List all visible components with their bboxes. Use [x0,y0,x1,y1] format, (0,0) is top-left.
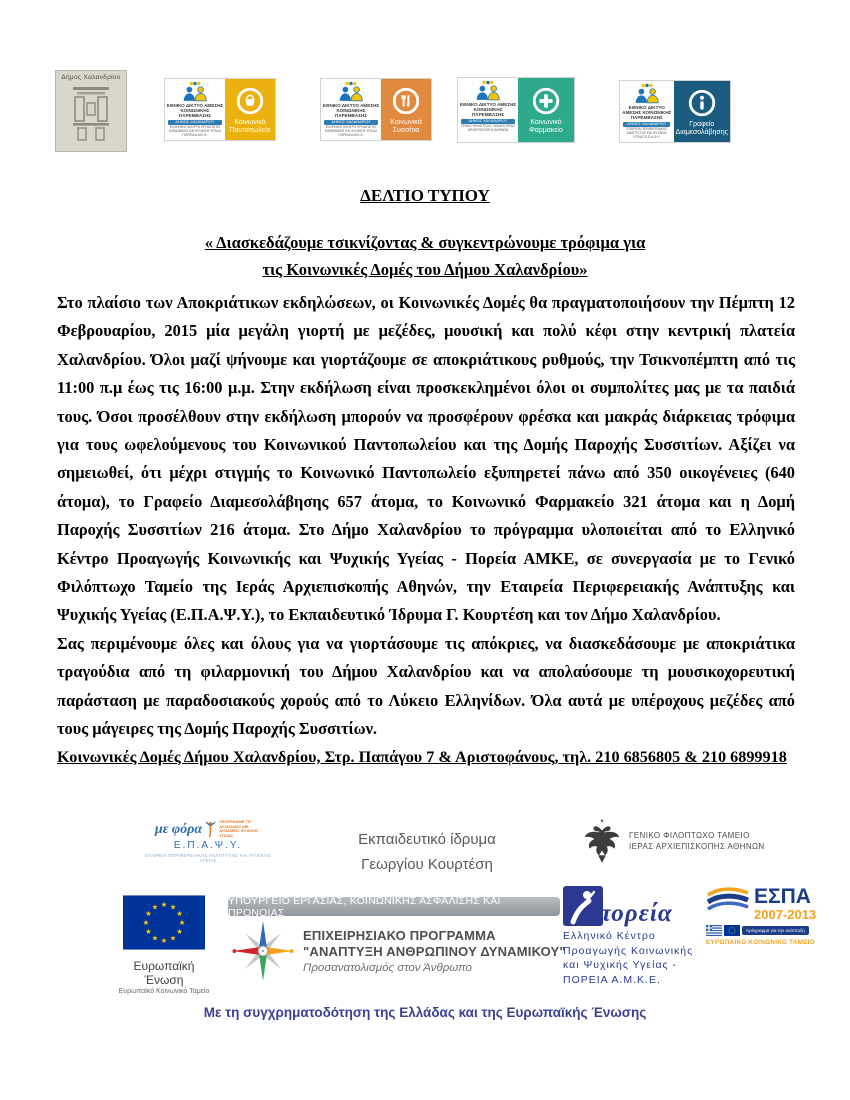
people-icon [335,81,367,102]
paragraph-2: Σας περιμένουμε όλες και όλους για να γιορτάσουμε τις απόκριες, να διασκεδάσουμε με αποκριάτικα τραγούδια από τη φιλαρμονική του Δήμου Χαλανδρίου και να απολαύσουμε τη μουσικοχορευτική παράσταση με παραδοσιακούς χορούς από το Λύκειο Ελληνίδων. Όλα αυτά με υπέροχους μεζέδες από τους μάγειρες της Δομής Παροχής Συσσιτίων. [57,633,795,739]
svg-text:★: ★ [160,936,168,945]
badge-label: Κοινωνικά Συσσίτια [390,118,422,134]
poreia-line-4: ΠΟΡΕΙΑ Α.Μ.Κ.Ε. [563,973,661,986]
espa-years: 2007-2013 [754,907,817,922]
municipality-logo-label: Δήμος Χαλανδρίου [61,74,121,81]
badge-municipality-label: ΔΗΜΟΣ ΧΑΛΑΝΔΡΙΟΥ [623,122,670,127]
espa-waves-icon [706,886,750,916]
page-subtitle [0,229,850,283]
svg-text:★: ★ [169,933,177,943]
subtitle-line-2: τις Κοινωνικές Δομές του Δήμου Χαλανδρίου» [262,260,588,279]
people-icon [179,81,211,102]
filoptoxo-line-2: ΙΕΡΑΣ ΑΡΧΙΕΠΙΣΚΟΠΗΣ ΑΘΗΝΩΝ [629,842,765,851]
espa-logo-block [706,886,846,946]
poreia-caption [563,929,703,987]
svg-text:★: ★ [176,926,183,936]
svg-text:★: ★ [142,917,150,927]
badge-label: Κοινωνικό Παντοπωλείο [229,118,271,134]
badge-color-panel [518,78,574,142]
eu-label: Ευρωπαϊκή Ένωση [133,959,195,987]
badge-municipality-label: ΔΗΜΟΣ ΧΑΛΑΝΔΡΙΟΥ [324,120,377,125]
svg-text:★: ★ [178,917,186,927]
kourtesi-foundation-label [352,827,502,877]
svg-text:★: ★ [151,902,159,912]
svg-text:★: ★ [145,926,152,936]
badge-social-pharmacy [457,77,575,143]
cutlery-icon [390,85,422,117]
svg-text:★: ★ [160,899,168,909]
badge-municipality-label: ΔΗΜΟΣ ΧΑΛΑΝΔΡΙΟΥ [168,120,221,125]
ministry-banner: ΥΠΟΥΡΓΕΙΟ ΕΡΓΑΣΙΑΣ, ΚΟΙΝΩΝΙΚΗΣ ΑΣΦΑΛΙΣΗΣ ΚΑΙ ΠΡΟΝΟΙΑΣ [228,897,560,916]
epapsy-name: Ε.Π.Α.Ψ.Υ. [173,840,243,852]
eu-fund-label: Ευρωπαϊκό Κοινωνικό Ταμείο [118,988,210,995]
paragraph-1: Στο πλαίσιο των Αποκριάτικων εκδηλώσεων, οι Κοινωνικές Δομές θα πραγματοποιήσουν την Πέμπτη 12 Φεβρουαρίου, 2015 μία μεγάλη γιορτή με μεζέδες, μουσική και πολύ κέφι στην κεντρική πλατεία Χαλανδρίου. Όλοι μαζί ψήνουμε και γιορτάζουμε σε αποκριάτικους ρυθμούς, την Τσικνοπέμπτη από τις 11:00 π.μ έως τις 16:00 μ.μ. Στην εκδήλωση είναι προσκεκλημένοι όλοι οι συμπολίτες μας με τα παιδιά τους. Όσοι προσέλθουν στην εκδήλωση μπορούν να προσφέρουν φρέσκα και μακράς διάρκειας τρόφιμα για τους ωφελούμενους του Κοινωνικού Παντοπωλείου και της Δομής Παροχής Συσσιτίων. Αξίζει να σημειωθεί, ότι μέχρι στιγμής το Κοινωνικό Παντοπωλείο εξυπηρετεί πάνω από 350 οικογένειες (640 άτομα), το Γραφείο Διαμεσολάβησης 657 άτομα, το Κοινωνικό Φαρμακείο 321 άτομα και η Δομή Παροχής Συσσιτίων 216 άτομα. Στο Δήμο Χαλανδρίου το πρόγραμμα υλοποιείται από το Ελληνικό Κέντρο Προαγωγής Κοινωνικής και Ψυχικής Υγείας - Πορεία ΑΜΚΕ, σε συνεργασία με το Γενικό Φιλόπτωχο Ταμείο της Ιεράς Αρχιεπισκοπής Αθηνών, την Εταιρεία Περιφερειακής Ανάπτυξης και Ψυχικής Υγείας (Ε.Π.Α.Ψ.Υ.), το Εκπαιδευτικό Ίδρυμα Γ. Κουρτέση και τον Δήμο Χαλανδρίου. [57,293,795,625]
badge-mediation-office [619,80,731,143]
filoptoxo-line-1: ΓΕΝΙΚΟ ΦΙΛΟΠΤΩΧΟ ΤΑΜΕΙΟ [629,831,750,840]
epapsy-tagline: ΞΕΠΕΡΝΑΜΕ ΤΙΣ ΔΥΣΚΟΛΙΕΣ ΜΕ ΔΥΝΑΜΕΙΣ ΨΥΧΙΚΗΣ ΥΓΕΙΑΣ [219,819,259,838]
badge-partner-label: ΓΕΝΙΚΟ ΦΙΛΟΠΤΩΧΟ ΤΑΜΕΙΟ ΙΕΡΑΣ ΑΡΧΙΕΠΙΣΚΟΠΗΣ ΑΘΗΝΩΝ [460,124,516,132]
filoptoxo-fund-logo [583,818,765,864]
eu-flag-small-icon [724,925,740,936]
contact-line: Κοινωνικές Δομές Δήμου Χαλανδρίου, Στρ. Παπάγου 7 & Αριστοφάνους, τηλ. 210 6856805 & 210 6899918 [57,748,787,766]
classical-building-icon [61,81,121,143]
double-headed-eagle-icon [583,818,621,864]
badge-label: Κοινωνικό Φαρμακείο [529,119,563,134]
badge-partner-label: ΕΤΑΙΡΕΙΑ ΠΕΡΙΦΕΡΕΙΑΚΗΣ ΑΝΑΠΤΥΞΗΣ ΚΑΙ ΨΥΧΙΚΗΣ ΥΓΕΙΑΣ Ε.Π.Α.Ψ.Υ. [626,127,668,139]
badge-label: Γραφείο Διαμεσολάβησης [675,120,729,136]
people-icon [631,83,663,104]
poreia-line-2: Προαγωγής Κοινωνικής [563,944,694,957]
badge-network-label: ΕΘΝΙΚΟ ΔΙΚΤΥΟ ΑΜΕΣΗΣ ΚΟΙΝΩΝΙΚΗΣ ΠΑΡΕΜΒΑΣΗΣ [322,103,380,118]
page-title: ΔΕΛΤΙΟ ΤΥΠΟΥ [360,186,490,205]
espa-title: ΕΣΠΑ [754,885,811,908]
svg-text:★: ★ [169,902,177,912]
subtitle-line-1: « Διασκεδάζουμε τσικνίζοντας & συγκεντρώνουμε τρόφιμα για [204,233,646,252]
poreia-line-1: Ελληνικό Κέντρο [563,930,656,942]
compass-icon [232,920,294,987]
svg-text:★: ★ [151,933,159,943]
greek-flag-icon [706,925,722,936]
poreia-line-3: και Ψυχικής Υγείας - [563,959,677,971]
badge-social-soup-kitchen [320,78,432,141]
badge-network-label: ΕΘΝΙΚΟ ΔΙΚΤΥΟ ΑΜΕΣΗΣ ΚΟΙΝΩΝΙΚΗΣ ΠΑΡΕΜΒΑΣΗΣ [166,103,224,118]
poreia-wordmark: πορεία [597,900,673,927]
badge-social-grocery [164,78,276,141]
leaping-figure-icon [204,821,217,838]
badge-color-panel [381,79,431,140]
program-line-1: ΕΠΙΧΕΙΡΗΣΙΑΚΟ ΠΡΟΓΡΑΜΜΑ [303,928,496,943]
eu-flag-icon [123,895,205,950]
people-icon [472,80,504,101]
badge-network-panel [165,79,225,140]
filoptoxo-text [629,830,765,852]
epapsy-slogan: με φόρα [154,822,203,838]
municipality-logo [55,70,127,152]
eu-flag-block [118,895,210,995]
body-text [57,289,795,744]
badge-municipality-label: ΔΗΜΟΣ ΧΑΛΑΝΔΡΙΟΥ [461,119,514,124]
badge-network-label: ΕΘΝΙΚΟ ΔΙΚΤΥΟ ΑΜΕΣΗΣ ΚΟΙΝΩΝΙΚΗΣ ΠΑΡΕΜΒΑΣΗΣ [459,102,517,117]
badge-network-panel [321,79,381,140]
info-icon [686,87,718,119]
espa-caption: ΕΥΡΩΠΑΪΚΟ ΚΟΙΝΩΝΙΚΟ ΤΑΜΕΙΟ [706,939,815,946]
epapsy-caption: ΕΤΑΙΡΕΙΑ ΠΕΡΙΦΕΡΕΙΑΚΗΣ ΑΝΑΠΤΥΞΗΣ ΚΑΙ ΨΥΧΙΚΗΣ ΥΓΕΙΑΣ [145,853,271,864]
kourtesi-line-1: Εκπαιδευτικό ίδρυμα [358,831,496,848]
badge-network-panel [458,78,518,142]
badge-color-panel [674,81,730,142]
badge-network-label: ΕΘΝΙΚΟ ΔΙΚΤΥΟ ΑΜΕΣΗΣ ΚΟΙΝΩΝΙΚΗΣ ΠΑΡΕΜΒΑΣΗΣ [622,105,672,120]
epapsy-logo [143,820,273,863]
espa-pill-label: πρόγραμμα για την ανάπτυξη [742,926,809,935]
poreia-logo-block [563,886,703,987]
funding-note: Με τη συγχρηματοδότηση της Ελλάδας και της Ευρωπαϊκής Ένωσης [203,1005,647,1020]
plus-icon [530,85,562,117]
program-line-3: Προσανατολισμός στον Άνθρωπο [303,962,472,974]
kourtesi-line-2: Γεωργίου Κουρτέση [361,856,493,873]
svg-text:★: ★ [176,908,183,918]
program-line-2: "ΑΝΑΠΤΥΞΗ ΑΝΘΡΩΠΙΝΟΥ ΔΥΝΑΜΙΚΟΥ" [303,944,566,959]
badge-partner-label: ΕΛΛΗΝΙΚΟ ΚΕΝΤΡΟ ΠΡΟΑΓΩΓΗΣ ΚΟΙΝΩΝΙΚΗΣ ΚΑΙ ΨΥΧΙΚΗΣ ΥΓΕΙΑΣ ΠΟΡΕΙΑ Α.Μ.Κ.Ε. [324,125,378,137]
badge-partner-label: ΕΛΛΗΝΙΚΟ ΚΕΝΤΡΟ ΠΡΟΑΓΩΓΗΣ ΚΟΙΝΩΝΙΚΗΣ ΚΑΙ ΨΥΧΙΚΗΣ ΥΓΕΙΑΣ ΠΟΡΕΙΑ Α.Μ.Κ.Ε. [168,125,222,137]
svg-text:★: ★ [145,908,152,918]
operational-program-label [303,928,566,974]
badge-network-panel [620,81,674,142]
badge-color-panel [225,79,275,140]
basket-icon [234,85,266,117]
